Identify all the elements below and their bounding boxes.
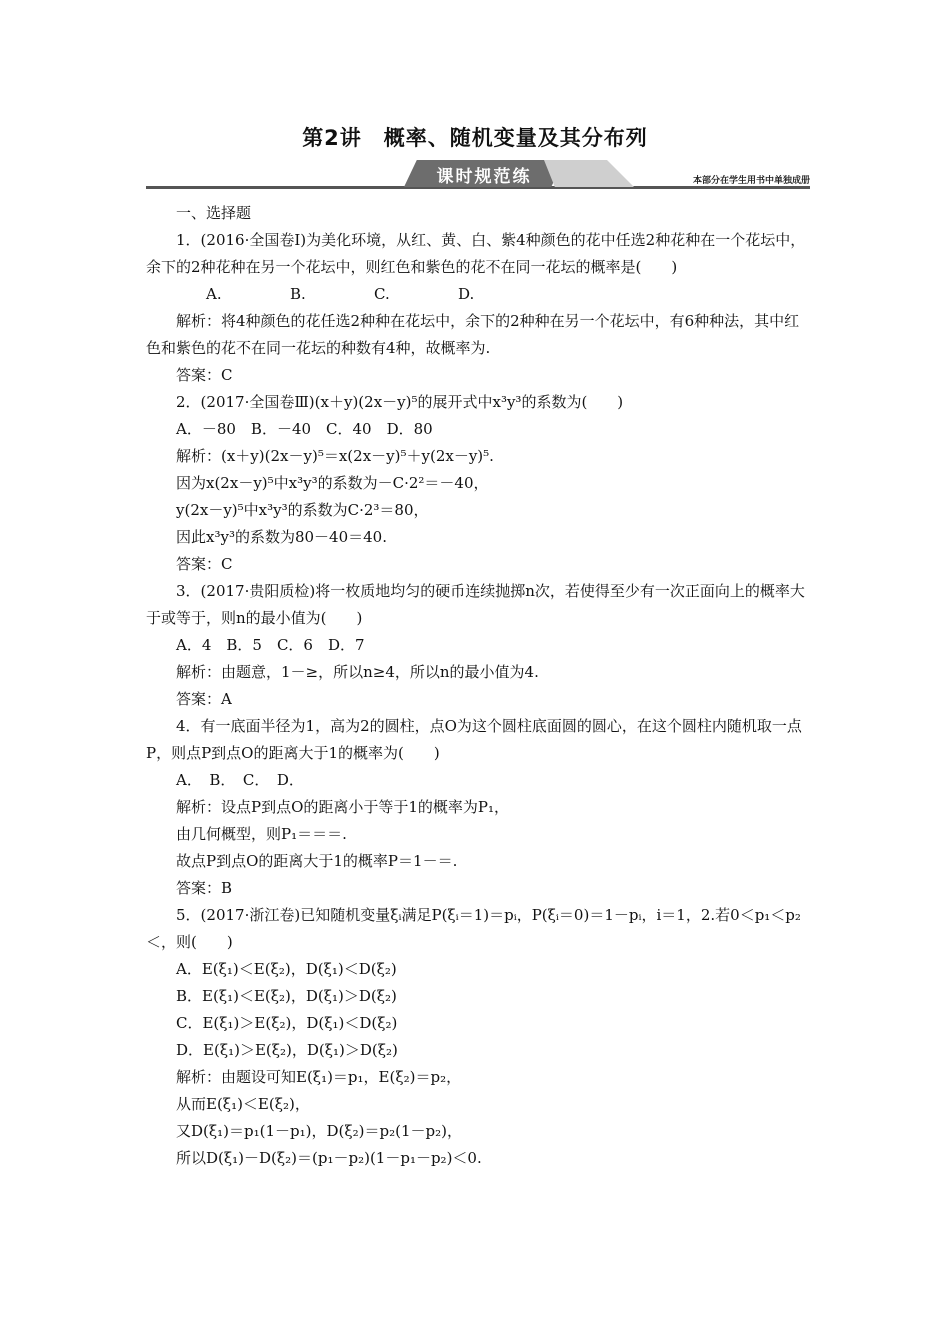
question-2: 2．(2017·全国卷Ⅲ)(x＋y)(2x－y)⁵的展开式中x³y³的系数为( ) (176, 393, 624, 411)
document-body (146, 200, 810, 1172)
option-a: A. (206, 285, 222, 303)
solution-3: 解析：由题意，1－≥，所以n≥4，所以n的最小值为4. (176, 663, 539, 681)
solution-2-line-1: 解析：(x＋y)(2x－y)⁵＝x(2x－y)⁵＋y(2x－y)⁵. (176, 447, 494, 465)
answer-4: 答案：B (176, 879, 233, 897)
solution-4-line-2: 由几何概型，则P₁＝＝＝. (176, 825, 347, 843)
question-1-options (146, 281, 810, 308)
option-d: D. (458, 285, 475, 303)
question-5-option-a: A．E(ξ₁)＜E(ξ₂)，D(ξ₁)＜D(ξ₂) (176, 960, 397, 978)
question-1: 1．(2016·全国卷Ⅰ)为美化环境，从红、黄、白、紫4种颜色的花中任选2种花种在一个花坛中，余下的2种花种在另一个花坛中，则红色和紫色的花不在同一花坛的概率是( ) (146, 231, 806, 276)
solution-5-line-1: 解析：由题设可知E(ξ₁)＝p₁，E(ξ₂)＝p₂， (176, 1068, 462, 1086)
question-2-options: A．－80 B．－40 C．40 D．80 (176, 420, 433, 438)
question-5: 5．(2017·浙江卷)已知随机变量ξᵢ满足P(ξᵢ＝1)＝pᵢ，P(ξᵢ＝0)＝1－pᵢ，i＝1，2.若0＜p₁＜p₂＜，则( ) (146, 906, 801, 951)
question-4: 4．有一底面半径为1，高为2的圆柱，点O为这个圆柱底面圆的圆心，在这个圆柱内随机取一点P，则点P到点O的距离大于1的概率为( ) (146, 717, 802, 762)
solution-5-line-2: 从而E(ξ₁)＜E(ξ₂)， (176, 1095, 310, 1113)
question-5-option-d: D．E(ξ₁)＞E(ξ₂)，D(ξ₁)＞D(ξ₂) (176, 1041, 398, 1059)
solution-2-line-3: y(2x－y)⁵中x³y³的系数为C·2³＝80， (176, 501, 429, 519)
section-heading: 一、选择题 (176, 204, 252, 222)
solution-2-line-2: 因为x(2x－y)⁵中x³y³的系数为－C·2²＝－40， (176, 474, 489, 492)
answer-2: 答案：C (176, 555, 233, 573)
banner-note: 本部分在学生用书中单独成册 (692, 176, 810, 186)
solution-5-line-3: 又D(ξ₁)＝p₁(1－p₁)，D(ξ₂)＝p₂(1－p₂)， (176, 1122, 462, 1140)
banner-label: 课时规范练 (436, 167, 532, 187)
option-b: B. (290, 285, 306, 303)
solution-1: 解析：将4种颜色的花任选2种种在花坛中，余下的2种种在另一个花坛中，有6种种法，其中红色和紫色的花不在同一花坛的种数有4种，故概率为. (146, 312, 800, 357)
page-title: 第2讲 概率、随机变量及其分布列 (302, 126, 648, 150)
question-5-option-c: C．E(ξ₁)＞E(ξ₂)，D(ξ₁)＜D(ξ₂) (176, 1014, 398, 1032)
solution-2-line-4: 因此x³y³的系数为80－40＝40. (176, 528, 387, 546)
option-c: C. (374, 285, 390, 303)
question-4-options: A． B． C． D． (176, 771, 304, 789)
answer-3: 答案：A (176, 690, 232, 708)
solution-5-line-4: 所以D(ξ₁)－D(ξ₂)＝(p₁－p₂)(1－p₁－p₂)＜0. (176, 1149, 482, 1167)
section-banner (146, 160, 810, 190)
question-3: 3．(2017·贵阳质检)将一枚质地均匀的硬币连续抛掷n次，若使得至少有一次正面向上的概率大于或等于，则n的最小值为( ) (146, 582, 805, 627)
question-5-option-b: B．E(ξ₁)＜E(ξ₂)，D(ξ₁)＞D(ξ₂) (176, 987, 397, 1005)
solution-4-line-3: 故点P到点O的距离大于1的概率P＝1－＝. (176, 852, 458, 870)
answer-1: 答案：C (176, 366, 233, 384)
question-3-options: A．4 B．5 C．6 D．7 (176, 636, 365, 654)
solution-4-line-1: 解析：设点P到点O的距离小于等于1的概率为P₁， (176, 798, 510, 816)
